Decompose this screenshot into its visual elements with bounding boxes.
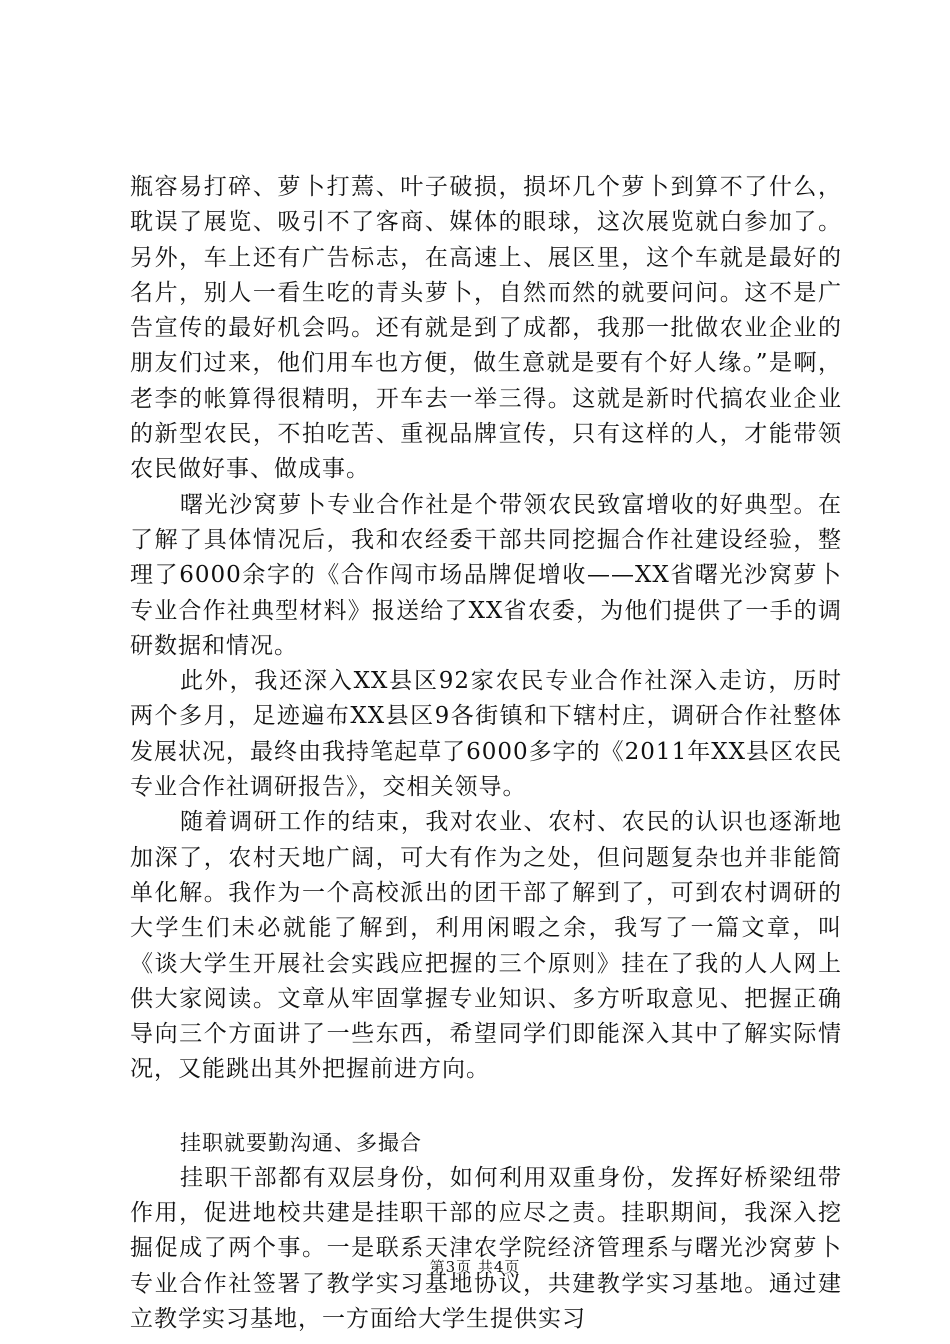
paragraph-continued: 瓶容易打碎、萝卜打蔫、叶子破损，损坏几个萝卜到算不了什么，耽误了展览、吸引不了客商、媒体的眼球，这次展览就白参加了。另外，车上还有广告标志，在高速上、展区里，这个车就是最好的名片，别人一看生吃的青头萝卜，自然而然的就要问问。这不是广告宣传的最好机会吗。还有就是到了成都，我那一批做农业企业的朋友们过来，他们用车也方便，做生意就是要有个好人缘。”是啊，老李的帐算得很精明，开车去一举三得。这就是新时代搞农业企业的新型农民，不拍吃苦、重视品牌宣传，只有这样的人，才能带领农民做好事、做成事。	[130, 174, 842, 483]
document-body	[130, 170, 842, 1337]
paragraph-survey: 此外，我还深入XX县区92家农民专业合作社深入走访，历时两个多月，足迹遍布XX县区9各街镇和下辖村庄，调研合作社整体发展状况，最终由我持笔起草了6000多字的《2011年XX县区农民专业合作社调研报告》，交相关领导。	[130, 668, 842, 801]
page-footer: 第3页 共4页	[429, 1258, 521, 1276]
paragraph-typical-example: 曙光沙窝萝卜专业合作社是个带领农民致富增收的好典型。在了解了具体情况后，我和农经委干部共同挖掘合作社建设经验，整理了6000余字的《合作闯市场品牌促增收——XX省曙光沙窝萝卜专业合作社典型材料》报送给了XX省农委，为他们提供了一手的调研数据和情况。	[130, 491, 842, 659]
section-heading: 挂职就要勤沟通、多撮合	[180, 1130, 422, 1155]
paragraph-communication: 挂职干部都有双层身份，如何利用双重身份，发挥好桥梁纽带作用，促进地校共建是挂职干部的应尽之责。挂职期间，我深入挖掘促成了两个事。一是联系天津农学院经济管理系与曙光沙窝萝卜专业合作社签署了教学实习基地协议，共建教学实习基地。通过建立教学实习基地，一方面给大学生提供实习	[130, 1164, 842, 1332]
paragraph-reflection: 随着调研工作的结束，我对农业、农村、农民的认识也逐渐地加深了，农村天地广阔，可大有作为之处，但问题复杂也并非能简单化解。我作为一个高校派出的团干部了解到了，可到农村调研的大学生们未必就能了解到，利用闲暇之余，我写了一篇文章，叫《谈大学生开展社会实践应把握的三个原则》挂在了我的人人网上供大家阅读。文章从牢固掌握专业知识、多方听取意见、把握正确导向三个方面讲了一些东西，希望同学们即能深入其中了解实际情况，又能跳出其外把握前进方向。	[130, 809, 842, 1083]
